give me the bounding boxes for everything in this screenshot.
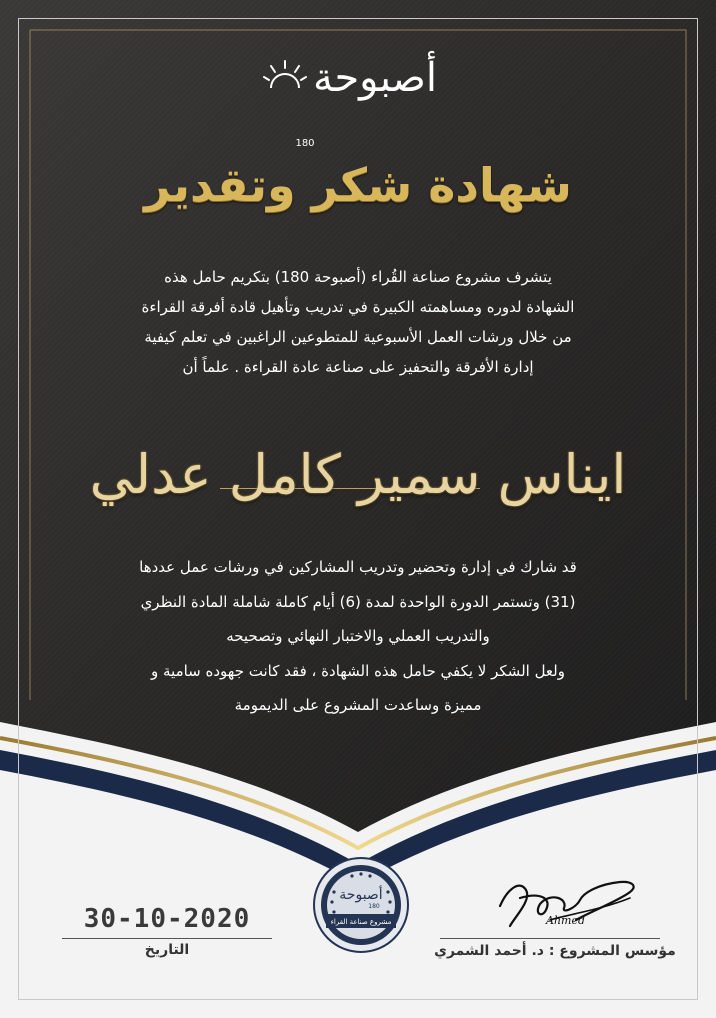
seal-ribbon-text: مشروع صناعة القراء — [330, 918, 392, 926]
logo-number: 180 — [295, 138, 315, 149]
intro-line: إدارة الأفرقة والتحفيز على صناعة عادة القراءة . علماً أن — [182, 358, 534, 376]
body-line: (31) وتستمر الدورة الواحدة لمدة (6) أيام كاملة شاملة المادة النظري — [140, 592, 576, 611]
intro-line: من خلال ورشات العمل الأسبوعية للمتطوعين الراغبين في تعلم كيفية — [144, 328, 572, 346]
date-underline — [62, 938, 272, 939]
seal-number: 180 — [368, 903, 380, 910]
recipient-name: ايناس سمير كامل عدلي — [89, 443, 627, 506]
certificate-title: شهادة شكر وتقدير — [144, 158, 572, 212]
intro-paragraph — [88, 262, 628, 382]
seal-logo-text: أصبوحة — [339, 887, 383, 903]
signature — [480, 868, 650, 938]
signature-scribble-text: Ahmed — [546, 914, 586, 927]
body-paragraph — [80, 550, 636, 723]
body-line: قد شارك في إدارة وتحضير وتدريب المشاركين في ورشات عمل عددها — [139, 558, 577, 576]
intro-line: الشهادة لدوره ومساهمته الكبيرة في تدريب وتأهيل قادة أفرقة القراءة — [141, 298, 575, 316]
date-label: التاريخ — [144, 942, 190, 958]
founder-underline — [440, 938, 660, 939]
founder-label: مؤسس المشروع : د. أحمد الشمري — [434, 943, 676, 959]
body-line: والتدريب العملي والاختبار النهائي وتصحيحه — [226, 627, 490, 645]
logo — [255, 42, 455, 149]
project-seal — [312, 856, 410, 954]
body-line: ولعل الشكر لا يكفي حامل هذه الشهادة ، فقد كانت جهوده سامية و — [151, 661, 565, 680]
intro-line: يتشرف مشروع صناعة القُراء (أصبوحة 180) بتكريم حامل هذه — [164, 268, 552, 286]
body-line: مميزة وساعدت المشروع على الديمومة — [234, 696, 482, 714]
logo-text: أصبوحة — [313, 55, 437, 101]
date-value: 30-10-2020 — [83, 904, 251, 934]
